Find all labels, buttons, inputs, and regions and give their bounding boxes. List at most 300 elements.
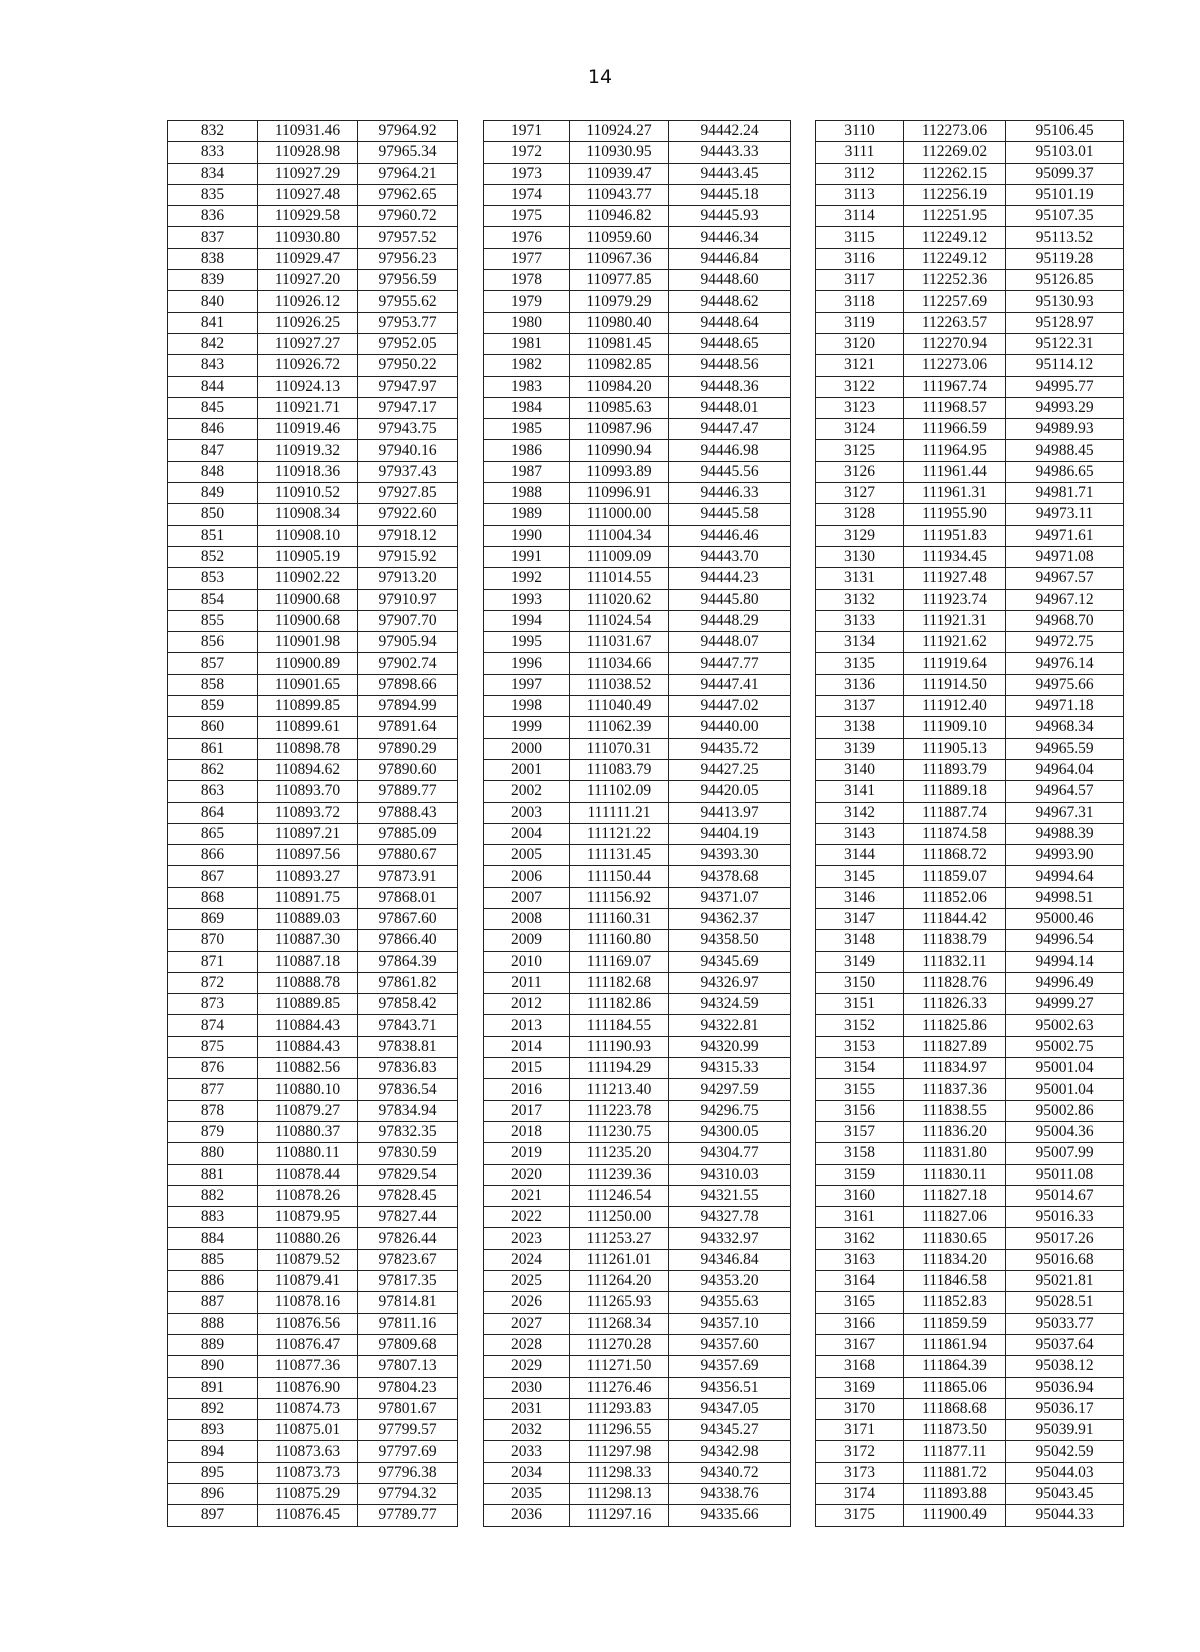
table-row [816, 1334, 1124, 1355]
y-coordinate-cell: 97915.92 [358, 546, 458, 567]
x-coordinate-cell: 110946.82 [570, 206, 669, 227]
point-number-cell: 3169 [816, 1377, 904, 1398]
table-row [484, 1420, 791, 1441]
table-row [816, 1441, 1124, 1462]
x-coordinate-cell: 111889.18 [904, 781, 1006, 802]
x-coordinate-cell: 110888.78 [258, 972, 358, 993]
table-row [816, 1398, 1124, 1419]
table-row [484, 312, 791, 333]
x-coordinate-cell: 110878.26 [258, 1185, 358, 1206]
x-coordinate-cell: 110905.19 [258, 546, 358, 567]
table-row [816, 163, 1124, 184]
x-coordinate-cell: 110908.34 [258, 504, 358, 525]
y-coordinate-cell: 95001.04 [1006, 1079, 1124, 1100]
point-number-cell: 2013 [484, 1015, 570, 1036]
point-number-cell: 3145 [816, 866, 904, 887]
y-coordinate-cell: 94967.12 [1006, 589, 1124, 610]
x-coordinate-cell: 110908.10 [258, 525, 358, 546]
point-number-cell: 3173 [816, 1462, 904, 1483]
y-coordinate-cell: 95126.85 [1006, 270, 1124, 291]
table-row [484, 674, 791, 695]
x-coordinate-cell: 111826.33 [904, 994, 1006, 1015]
x-coordinate-cell: 110993.89 [570, 461, 669, 482]
table-row [484, 227, 791, 248]
table-row [484, 845, 791, 866]
point-number-cell: 3111 [816, 142, 904, 163]
point-number-cell: 2032 [484, 1420, 570, 1441]
y-coordinate-cell: 94297.59 [669, 1079, 791, 1100]
y-coordinate-cell: 94447.02 [669, 696, 791, 717]
table-row [484, 1484, 791, 1505]
point-number-cell: 888 [168, 1313, 258, 1334]
point-number-cell: 896 [168, 1484, 258, 1505]
table-row [484, 738, 791, 759]
point-number-cell: 2017 [484, 1100, 570, 1121]
x-coordinate-cell: 111004.34 [570, 525, 669, 546]
y-coordinate-cell: 94448.01 [669, 397, 791, 418]
y-coordinate-cell: 95007.99 [1006, 1143, 1124, 1164]
x-coordinate-cell: 111868.72 [904, 845, 1006, 866]
x-coordinate-cell: 111102.09 [570, 781, 669, 802]
point-number-cell: 2014 [484, 1036, 570, 1057]
y-coordinate-cell: 97953.77 [358, 312, 458, 333]
y-coordinate-cell: 97817.35 [358, 1271, 458, 1292]
y-coordinate-cell: 94346.84 [669, 1249, 791, 1270]
x-coordinate-cell: 111961.31 [904, 483, 1006, 504]
point-number-cell: 875 [168, 1036, 258, 1057]
x-coordinate-cell: 111955.90 [904, 504, 1006, 525]
table-row [484, 610, 791, 631]
y-coordinate-cell: 95044.33 [1006, 1505, 1124, 1526]
x-coordinate-cell: 111038.52 [570, 674, 669, 695]
x-coordinate-cell: 111828.76 [904, 972, 1006, 993]
y-coordinate-cell: 97829.54 [358, 1164, 458, 1185]
point-number-cell: 870 [168, 930, 258, 951]
x-coordinate-cell: 111270.28 [570, 1334, 669, 1355]
y-coordinate-cell: 95106.45 [1006, 121, 1124, 142]
table-row [168, 759, 458, 780]
x-coordinate-cell: 111264.20 [570, 1271, 669, 1292]
point-number-cell: 3162 [816, 1228, 904, 1249]
x-coordinate-cell: 110891.75 [258, 887, 358, 908]
table-row [484, 483, 791, 504]
y-coordinate-cell: 94358.50 [669, 930, 791, 951]
x-coordinate-cell: 111031.67 [570, 632, 669, 653]
point-number-cell: 3140 [816, 759, 904, 780]
y-coordinate-cell: 94448.62 [669, 291, 791, 312]
table-row [484, 887, 791, 908]
point-number-cell: 1977 [484, 248, 570, 269]
y-coordinate-cell: 94353.20 [669, 1271, 791, 1292]
x-coordinate-cell: 111040.49 [570, 696, 669, 717]
x-coordinate-cell: 111293.83 [570, 1398, 669, 1419]
table-row [816, 546, 1124, 567]
point-number-cell: 3167 [816, 1334, 904, 1355]
x-coordinate-cell: 110880.10 [258, 1079, 358, 1100]
table-row [168, 440, 458, 461]
point-number-cell: 1996 [484, 653, 570, 674]
table-row [816, 121, 1124, 142]
point-number-cell: 3152 [816, 1015, 904, 1036]
x-coordinate-cell: 111881.72 [904, 1462, 1006, 1483]
table-row [168, 802, 458, 823]
point-number-cell: 862 [168, 759, 258, 780]
y-coordinate-cell: 95017.26 [1006, 1228, 1124, 1249]
x-coordinate-cell: 110873.63 [258, 1441, 358, 1462]
x-coordinate-cell: 111912.40 [904, 696, 1006, 717]
point-number-cell: 857 [168, 653, 258, 674]
table-row [484, 1143, 791, 1164]
point-number-cell: 836 [168, 206, 258, 227]
x-coordinate-cell: 110926.72 [258, 355, 358, 376]
point-number-cell: 1989 [484, 504, 570, 525]
x-coordinate-cell: 110927.48 [258, 184, 358, 205]
table-row [484, 1398, 791, 1419]
x-coordinate-cell: 111893.79 [904, 759, 1006, 780]
point-number-cell: 3110 [816, 121, 904, 142]
x-coordinate-cell: 112251.95 [904, 206, 1006, 227]
y-coordinate-cell: 94448.65 [669, 333, 791, 354]
point-number-cell: 3141 [816, 781, 904, 802]
point-number-cell: 868 [168, 887, 258, 908]
point-number-cell: 3116 [816, 248, 904, 269]
point-number-cell: 1974 [484, 184, 570, 205]
point-number-cell: 860 [168, 717, 258, 738]
x-coordinate-cell: 110901.98 [258, 632, 358, 653]
y-coordinate-cell: 97950.22 [358, 355, 458, 376]
table-row [168, 270, 458, 291]
y-coordinate-cell: 94448.60 [669, 270, 791, 291]
point-number-cell: 3150 [816, 972, 904, 993]
x-coordinate-cell: 111213.40 [570, 1079, 669, 1100]
y-coordinate-cell: 95107.35 [1006, 206, 1124, 227]
x-coordinate-cell: 110921.71 [258, 397, 358, 418]
point-number-cell: 849 [168, 483, 258, 504]
point-number-cell: 859 [168, 696, 258, 717]
point-number-cell: 3135 [816, 653, 904, 674]
y-coordinate-cell: 94446.46 [669, 525, 791, 546]
table-row [816, 1079, 1124, 1100]
point-number-cell: 843 [168, 355, 258, 376]
y-coordinate-cell: 94971.08 [1006, 546, 1124, 567]
y-coordinate-cell: 94335.66 [669, 1505, 791, 1526]
point-number-cell: 2030 [484, 1377, 570, 1398]
y-coordinate-cell: 95043.45 [1006, 1484, 1124, 1505]
y-coordinate-cell: 97962.65 [358, 184, 458, 205]
point-number-cell: 1995 [484, 632, 570, 653]
point-number-cell: 850 [168, 504, 258, 525]
table-row [168, 248, 458, 269]
x-coordinate-cell: 111927.48 [904, 568, 1006, 589]
x-coordinate-cell: 111296.55 [570, 1420, 669, 1441]
y-coordinate-cell: 95044.03 [1006, 1462, 1124, 1483]
point-number-cell: 2006 [484, 866, 570, 887]
y-coordinate-cell: 97956.23 [358, 248, 458, 269]
table-row [168, 1271, 458, 1292]
y-coordinate-cell: 95002.75 [1006, 1036, 1124, 1057]
point-number-cell: 3121 [816, 355, 904, 376]
table-row [484, 1313, 791, 1334]
y-coordinate-cell: 97796.38 [358, 1462, 458, 1483]
y-coordinate-cell: 94357.60 [669, 1334, 791, 1355]
x-coordinate-cell: 111877.11 [904, 1441, 1006, 1462]
x-coordinate-cell: 112263.57 [904, 312, 1006, 333]
y-coordinate-cell: 97952.05 [358, 333, 458, 354]
point-number-cell: 2019 [484, 1143, 570, 1164]
y-coordinate-cell: 94321.55 [669, 1185, 791, 1206]
x-coordinate-cell: 112262.15 [904, 163, 1006, 184]
y-coordinate-cell: 94968.34 [1006, 717, 1124, 738]
point-number-cell: 872 [168, 972, 258, 993]
y-coordinate-cell: 97799.57 [358, 1420, 458, 1441]
table-row [484, 717, 791, 738]
table-row [816, 525, 1124, 546]
y-coordinate-cell: 97898.66 [358, 674, 458, 695]
x-coordinate-cell: 111934.45 [904, 546, 1006, 567]
point-number-cell: 2034 [484, 1462, 570, 1483]
x-coordinate-cell: 111968.57 [904, 397, 1006, 418]
table-row [168, 930, 458, 951]
point-number-cell: 1986 [484, 440, 570, 461]
point-number-cell: 847 [168, 440, 258, 461]
y-coordinate-cell: 97843.71 [358, 1015, 458, 1036]
table-row [816, 908, 1124, 929]
x-coordinate-cell: 111131.45 [570, 845, 669, 866]
table-row [168, 546, 458, 567]
y-coordinate-cell: 94447.47 [669, 419, 791, 440]
point-number-cell: 2015 [484, 1058, 570, 1079]
table-row [816, 1377, 1124, 1398]
y-coordinate-cell: 94310.03 [669, 1164, 791, 1185]
table-row [816, 397, 1124, 418]
x-coordinate-cell: 110876.47 [258, 1334, 358, 1355]
y-coordinate-cell: 97864.39 [358, 951, 458, 972]
y-coordinate-cell: 95036.94 [1006, 1377, 1124, 1398]
table-row [168, 1377, 458, 1398]
table-row [168, 1334, 458, 1355]
x-coordinate-cell: 111868.68 [904, 1398, 1006, 1419]
point-number-cell: 3142 [816, 802, 904, 823]
point-number-cell: 2002 [484, 781, 570, 802]
y-coordinate-cell: 95099.37 [1006, 163, 1124, 184]
y-coordinate-cell: 97891.64 [358, 717, 458, 738]
table-row [168, 121, 458, 142]
y-coordinate-cell: 97832.35 [358, 1121, 458, 1142]
point-number-cell: 1991 [484, 546, 570, 567]
point-number-cell: 871 [168, 951, 258, 972]
y-coordinate-cell: 97836.83 [358, 1058, 458, 1079]
x-coordinate-cell: 111246.54 [570, 1185, 669, 1206]
point-number-cell: 1978 [484, 270, 570, 291]
x-coordinate-cell: 111235.20 [570, 1143, 669, 1164]
point-number-cell: 2007 [484, 887, 570, 908]
y-coordinate-cell: 94971.61 [1006, 525, 1124, 546]
point-number-cell: 2003 [484, 802, 570, 823]
x-coordinate-cell: 110928.98 [258, 142, 358, 163]
x-coordinate-cell: 111923.74 [904, 589, 1006, 610]
x-coordinate-cell: 111014.55 [570, 568, 669, 589]
point-number-cell: 878 [168, 1100, 258, 1121]
table-row [168, 994, 458, 1015]
table-row [816, 717, 1124, 738]
x-coordinate-cell: 110900.68 [258, 610, 358, 631]
point-number-cell: 3158 [816, 1143, 904, 1164]
x-coordinate-cell: 110927.29 [258, 163, 358, 184]
table-row [168, 908, 458, 929]
x-coordinate-cell: 111034.66 [570, 653, 669, 674]
point-number-cell: 3148 [816, 930, 904, 951]
x-coordinate-cell: 111298.33 [570, 1462, 669, 1483]
point-number-cell: 1971 [484, 121, 570, 142]
y-coordinate-cell: 95002.63 [1006, 1015, 1124, 1036]
point-number-cell: 3112 [816, 163, 904, 184]
y-coordinate-cell: 94320.99 [669, 1036, 791, 1057]
y-coordinate-cell: 97964.92 [358, 121, 458, 142]
table-row [168, 589, 458, 610]
y-coordinate-cell: 95042.59 [1006, 1441, 1124, 1462]
table-row [816, 333, 1124, 354]
y-coordinate-cell: 94357.69 [669, 1356, 791, 1377]
point-number-cell: 3125 [816, 440, 904, 461]
x-coordinate-cell: 111297.98 [570, 1441, 669, 1462]
table-row [484, 951, 791, 972]
x-coordinate-cell: 111834.97 [904, 1058, 1006, 1079]
y-coordinate-cell: 95036.17 [1006, 1398, 1124, 1419]
x-coordinate-cell: 110875.01 [258, 1420, 358, 1441]
y-coordinate-cell: 94988.45 [1006, 440, 1124, 461]
table-row [816, 738, 1124, 759]
table-row [816, 206, 1124, 227]
table-row [484, 142, 791, 163]
x-coordinate-cell: 110919.46 [258, 419, 358, 440]
table-row [484, 930, 791, 951]
point-number-cell: 882 [168, 1185, 258, 1206]
y-coordinate-cell: 95103.01 [1006, 142, 1124, 163]
y-coordinate-cell: 97907.70 [358, 610, 458, 631]
point-number-cell: 3115 [816, 227, 904, 248]
table-row [484, 1164, 791, 1185]
y-coordinate-cell: 94332.97 [669, 1228, 791, 1249]
x-coordinate-cell: 110897.56 [258, 845, 358, 866]
point-number-cell: 844 [168, 376, 258, 397]
y-coordinate-cell: 97947.97 [358, 376, 458, 397]
point-number-cell: 3160 [816, 1185, 904, 1206]
y-coordinate-cell: 94445.18 [669, 184, 791, 205]
x-coordinate-cell: 110877.36 [258, 1356, 358, 1377]
table-row [168, 1484, 458, 1505]
table-row [484, 163, 791, 184]
x-coordinate-cell: 111859.07 [904, 866, 1006, 887]
table-row [484, 291, 791, 312]
y-coordinate-cell: 95016.68 [1006, 1249, 1124, 1270]
point-number-cell: 3146 [816, 887, 904, 908]
point-number-cell: 1973 [484, 163, 570, 184]
x-coordinate-cell: 111964.95 [904, 440, 1006, 461]
x-coordinate-cell: 111190.93 [570, 1036, 669, 1057]
table-row [484, 589, 791, 610]
y-coordinate-cell: 94446.34 [669, 227, 791, 248]
point-number-cell: 3113 [816, 184, 904, 205]
point-number-cell: 1984 [484, 397, 570, 418]
table-row [168, 717, 458, 738]
point-number-cell: 3153 [816, 1036, 904, 1057]
y-coordinate-cell: 94362.37 [669, 908, 791, 929]
table-row [168, 1058, 458, 1079]
x-coordinate-cell: 111865.06 [904, 1377, 1006, 1398]
y-coordinate-cell: 94996.49 [1006, 972, 1124, 993]
y-coordinate-cell: 95004.36 [1006, 1121, 1124, 1142]
point-number-cell: 873 [168, 994, 258, 1015]
point-number-cell: 1985 [484, 419, 570, 440]
table-row [168, 525, 458, 546]
table-row [484, 376, 791, 397]
point-number-cell: 3144 [816, 845, 904, 866]
table-row [816, 483, 1124, 504]
x-coordinate-cell: 110924.27 [570, 121, 669, 142]
y-coordinate-cell: 94300.05 [669, 1121, 791, 1142]
y-coordinate-cell: 94994.64 [1006, 866, 1124, 887]
point-number-cell: 853 [168, 568, 258, 589]
point-number-cell: 2008 [484, 908, 570, 929]
x-coordinate-cell: 110875.29 [258, 1484, 358, 1505]
y-coordinate-cell: 97789.77 [358, 1505, 458, 1526]
point-number-cell: 3134 [816, 632, 904, 653]
table-row [816, 1100, 1124, 1121]
table-row [484, 419, 791, 440]
y-coordinate-cell: 97956.59 [358, 270, 458, 291]
x-coordinate-cell: 110884.43 [258, 1015, 358, 1036]
y-coordinate-cell: 97902.74 [358, 653, 458, 674]
x-coordinate-cell: 110900.68 [258, 589, 358, 610]
y-coordinate-cell: 94444.23 [669, 568, 791, 589]
y-coordinate-cell: 97868.01 [358, 887, 458, 908]
table-row [168, 312, 458, 333]
table-row [168, 1313, 458, 1334]
x-coordinate-cell: 110926.25 [258, 312, 358, 333]
x-coordinate-cell: 111905.13 [904, 738, 1006, 759]
table-row [484, 823, 791, 844]
table-row [168, 1164, 458, 1185]
y-coordinate-cell: 97913.20 [358, 568, 458, 589]
point-number-cell: 2012 [484, 994, 570, 1015]
y-coordinate-cell: 97964.21 [358, 163, 458, 184]
x-coordinate-cell: 110926.12 [258, 291, 358, 312]
point-number-cell: 2025 [484, 1271, 570, 1292]
x-coordinate-cell: 110931.46 [258, 121, 358, 142]
y-coordinate-cell: 97937.43 [358, 461, 458, 482]
x-coordinate-cell: 111024.54 [570, 610, 669, 631]
x-coordinate-cell: 111846.58 [904, 1271, 1006, 1292]
y-coordinate-cell: 97814.81 [358, 1292, 458, 1313]
y-coordinate-cell: 95119.28 [1006, 248, 1124, 269]
x-coordinate-cell: 110929.58 [258, 206, 358, 227]
table-row [168, 1207, 458, 1228]
table-row [168, 696, 458, 717]
table-row [816, 1036, 1124, 1057]
y-coordinate-cell: 97889.77 [358, 781, 458, 802]
point-number-cell: 855 [168, 610, 258, 631]
x-coordinate-cell: 111000.00 [570, 504, 669, 525]
point-number-cell: 3130 [816, 546, 904, 567]
table-row [816, 696, 1124, 717]
point-number-cell: 1975 [484, 206, 570, 227]
point-number-cell: 2011 [484, 972, 570, 993]
table-row [816, 376, 1124, 397]
table-row [168, 1420, 458, 1441]
point-number-cell: 3132 [816, 589, 904, 610]
y-coordinate-cell: 94968.70 [1006, 610, 1124, 631]
table-row [168, 355, 458, 376]
